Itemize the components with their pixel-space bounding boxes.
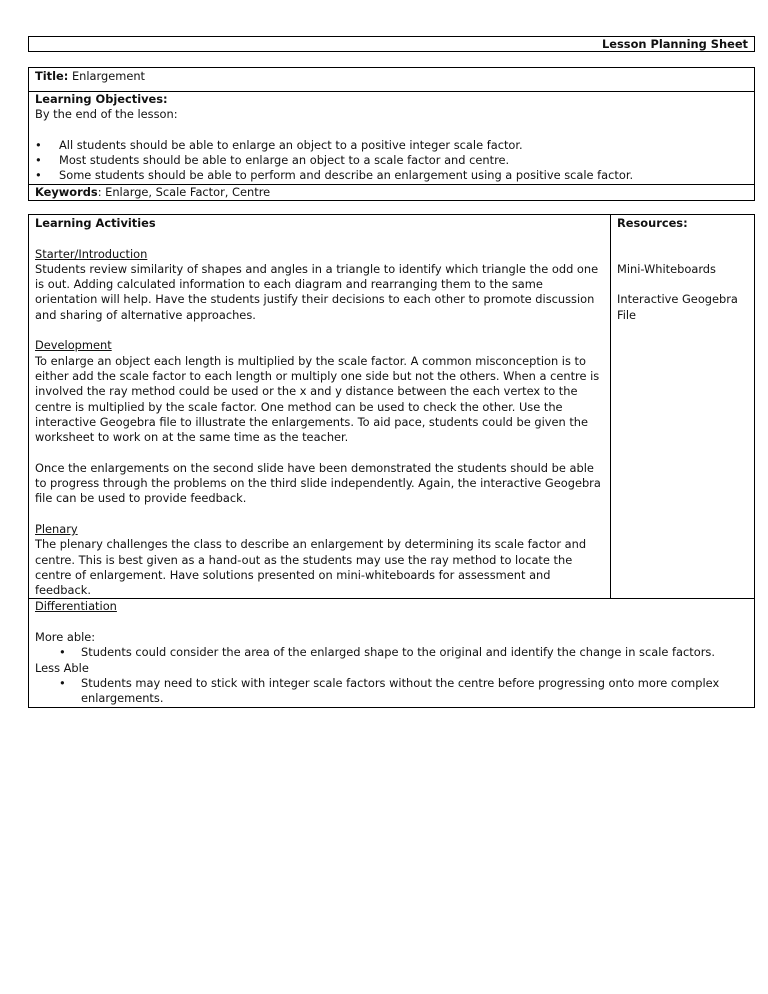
plenary-text: The plenary challenges the class to describe an enlargement by determining its scale factor and centre. This is best given as a hand-out as the students may use the ray method to locate the centre of enlargement. Have solutions presented on mini-whiteboards for assessment and feedback. (35, 537, 587, 598)
title-cell (29, 68, 755, 92)
more-able-list (35, 645, 748, 660)
objectives-cell (29, 92, 755, 185)
more-able-label: More able: (35, 630, 96, 645)
sheet-title: Lesson Planning Sheet (602, 37, 748, 51)
lesson-overview-table (28, 67, 755, 201)
objectives-list (35, 138, 748, 184)
less-able-label: Less Able (35, 660, 89, 675)
header-bar (28, 36, 755, 52)
keywords-label: Keywords (35, 184, 98, 199)
development-text-2: Once the enlargements on the second slide have been demonstrated the students should be able to progress through the problems on the third slide independently. Again, the interactive Geogebra file can be used to provide feedback. (35, 460, 601, 506)
title-value: Enlargement (71, 69, 146, 83)
list-item: • Students could consider the area of the enlarged shape to the original and identify the change in scale factors. (81, 645, 748, 660)
differentiation-cell (29, 599, 755, 707)
title-label: Title: (35, 69, 69, 83)
objectives-label: Learning Objectives: (35, 92, 168, 106)
plenary-heading: Plenary (35, 521, 78, 536)
list-item: • Some students should be able to perform and describe an enlargement using a positive scale factor. (35, 168, 748, 183)
resources-heading: Resources: (617, 216, 688, 230)
objectives-intro: By the end of the lesson: (35, 107, 178, 122)
starter-heading: Starter/Introduction (35, 246, 148, 261)
list-item: • All students should be able to enlarge an object to a positive integer scale factor. (35, 138, 748, 153)
keywords-value: : Enlarge, Scale Factor, Centre (97, 184, 271, 199)
activities-heading: Learning Activities (35, 216, 156, 230)
activities-table (28, 214, 755, 708)
less-able-list (35, 676, 748, 707)
resource-mini-whiteboards: Mini-Whiteboards (617, 261, 716, 276)
resource-geogebra-file: Interactive Geogebra File (617, 292, 738, 322)
development-heading: Development (35, 338, 112, 353)
keywords-cell (29, 184, 755, 200)
list-item: • Most students should be able to enlarge an object to a scale factor and centre. (35, 153, 748, 168)
starter-text: Students review similarity of shapes and angles in a triangle to identify which triangle the odd one is out. Adding calculated information to each diagram and rearranging them to the same orientation will help. Have the students justify their decisions to each other to promote discussion and sharing of alternative approaches. (35, 261, 599, 322)
resources-cell (611, 215, 755, 599)
activities-cell (29, 215, 611, 599)
development-text-1: To enlarge an object each length is multiplied by the scale factor. A common misconception is to either add the scale factor to each length or multiply one side but not the others. When a centre is involved the ray method could be used or the x and y distance between the each vertex to the centre is multiplied by the scale factor. One method can be used to check the other. Use the interactive Geogebra file to illustrate the enlargements. To aid pace, students could be given the worksheet to work on at the same time as the teacher. (35, 353, 600, 445)
list-item: • Students may need to stick with integer scale factors without the centre before progressing onto more complex enlargements. (81, 676, 748, 707)
differentiation-heading: Differentiation (35, 599, 117, 614)
